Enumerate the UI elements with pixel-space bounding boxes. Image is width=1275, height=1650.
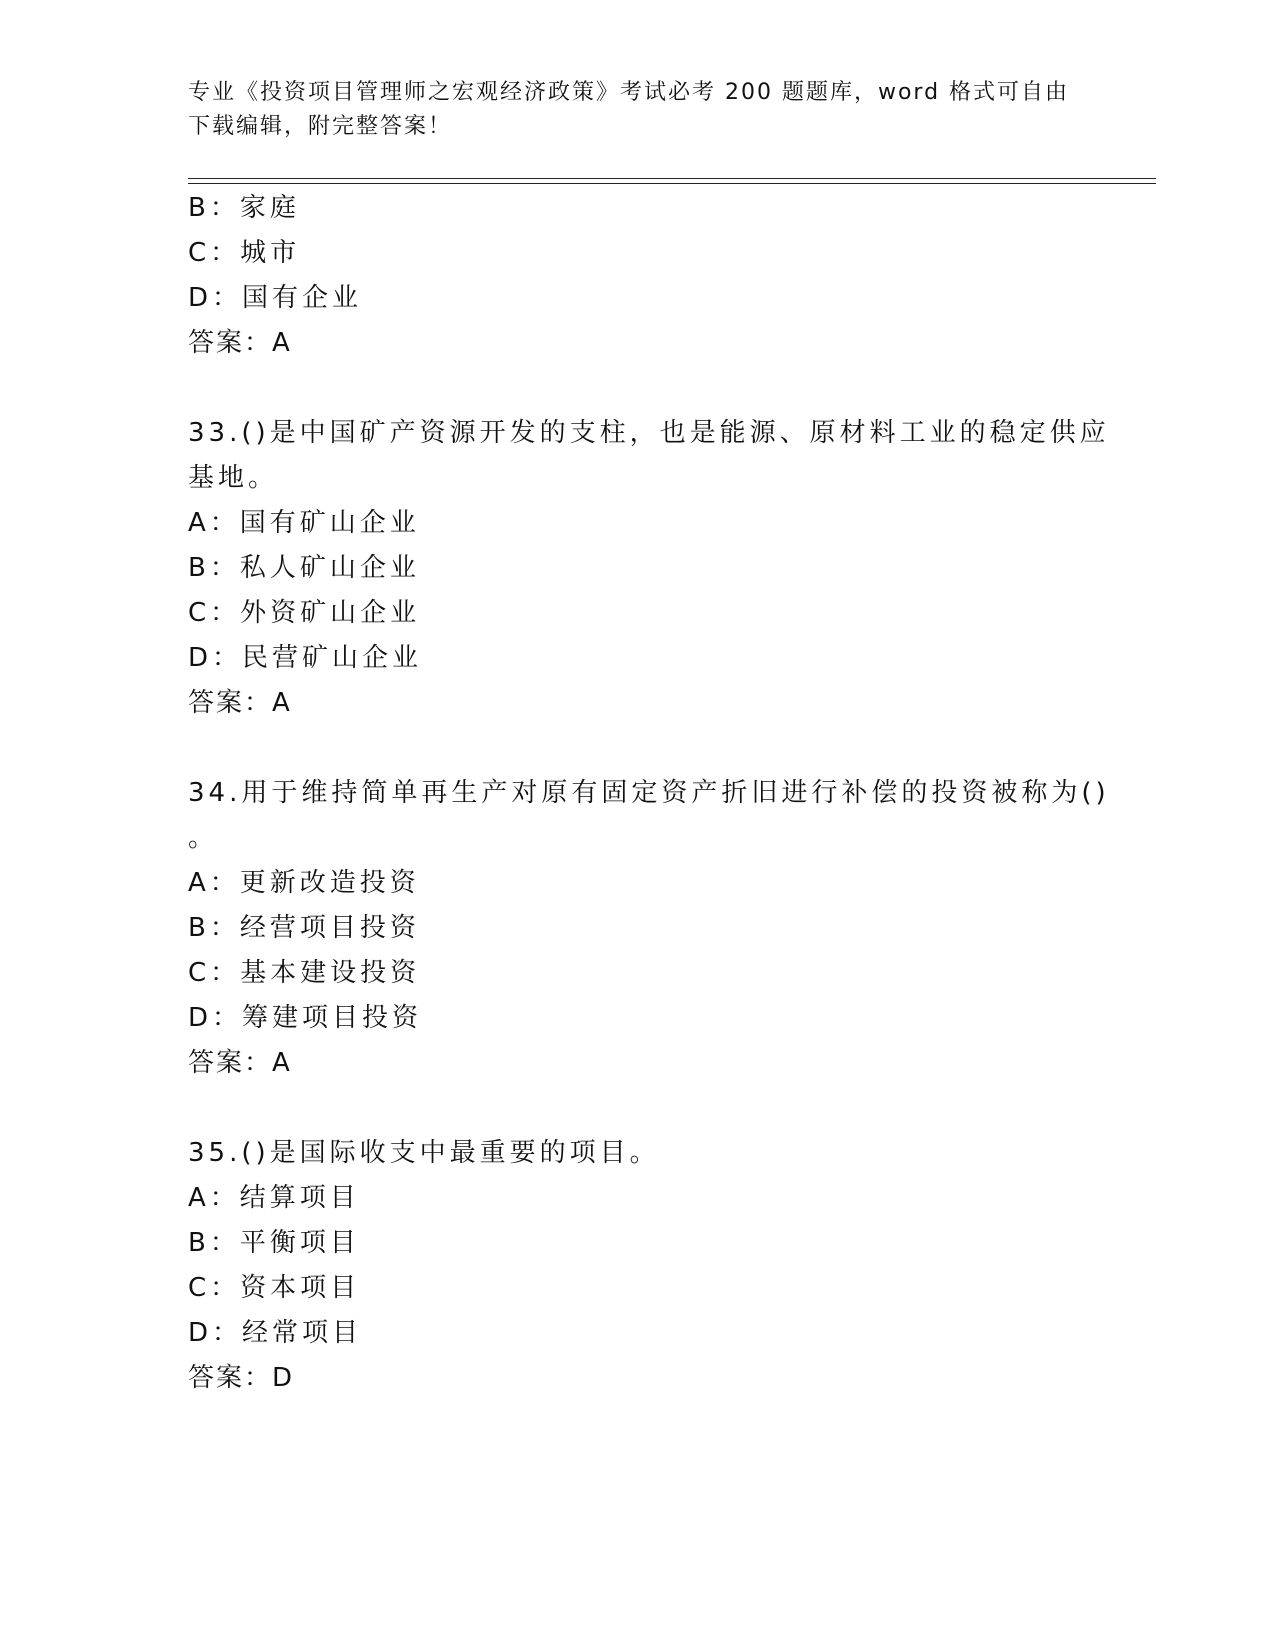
q32-answer: 答案：A: [188, 328, 292, 358]
document-header: [188, 76, 1088, 144]
q32-option-d: D：国有企业: [188, 283, 363, 313]
q33-answer: 答案：A: [188, 688, 292, 718]
q35-stem-line-1: 35.()是国际收支中最重要的项目。: [188, 1138, 660, 1168]
q34-stem-line-2: 。: [188, 823, 219, 853]
q35-option-b: B：平衡项目: [188, 1228, 360, 1258]
q34-option-c: C：基本建设投资: [188, 958, 421, 988]
q33-stem-line-1: 33.()是中国矿产资源开发的支柱，也是能源、原材料工业的稳定供应: [188, 418, 1110, 448]
q33-stem-line-2: 基地。: [188, 463, 279, 493]
q34-stem-line-1: 34.用于维持简单再生产对原有固定资产折旧进行补偿的投资被称为(): [188, 778, 1110, 808]
q34-option-d: D：筹建项目投资: [188, 1003, 423, 1033]
header-divider-top: [188, 178, 1156, 179]
header-divider-bottom: [188, 183, 1156, 184]
q34-option-a: A：更新改造投资: [188, 868, 420, 898]
q35-option-d: D：经常项目: [188, 1318, 363, 1348]
header-line-1: 专业《投资项目管理师之宏观经济政策》考试必考 200 题题库，word 格式可自由: [188, 80, 1070, 105]
header-line-2: 下载编辑，附完整答案！: [188, 114, 453, 139]
q34-answer: 答案：A: [188, 1048, 292, 1078]
q33-option-a: A：国有矿山企业: [188, 508, 420, 538]
q35-answer: 答案：D: [188, 1363, 295, 1393]
q32-option-b: B：家庭: [188, 193, 300, 223]
q34-option-b: B：经营项目投资: [188, 913, 420, 943]
q35-option-c: C：资本项目: [188, 1273, 361, 1303]
q33-option-c: C：外资矿山企业: [188, 598, 421, 628]
q33-option-d: D：民营矿山企业: [188, 643, 423, 673]
q33-option-b: B：私人矿山企业: [188, 553, 420, 583]
q32-option-c: C：城市: [188, 238, 301, 268]
q35-option-a: A：结算项目: [188, 1183, 360, 1213]
